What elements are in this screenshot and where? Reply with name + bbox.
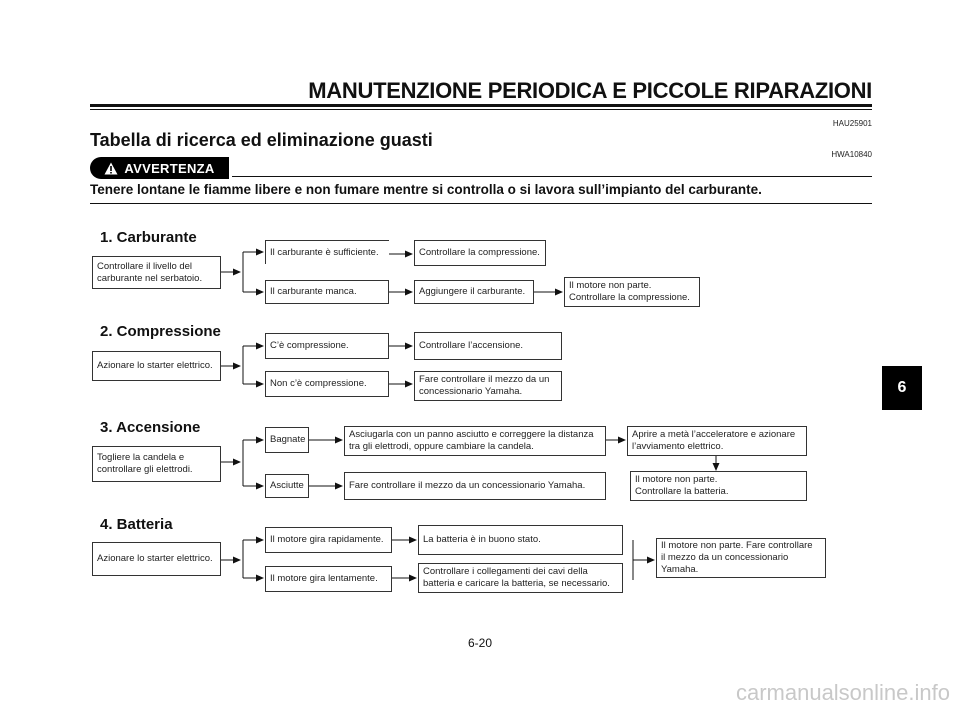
step-4-slow-crank-text: Il motore gira lentamente. — [270, 573, 378, 584]
step-3-dry-plug-box — [344, 426, 606, 456]
step-2-no-compression-text: Non c’è compressione. — [270, 378, 367, 389]
step-1-start-text: Controllare il livello del carburante nel serbatoio. — [97, 260, 203, 284]
step-4-fast-crank-box — [265, 527, 392, 553]
step-2-dealer-text: Fare controllare il mezzo da un concessionario Yamaha. — [419, 374, 550, 397]
step-3-check-battery-box — [630, 471, 807, 501]
step-3-title: 3. Accensione — [100, 419, 201, 436]
step-1-no-start-box — [564, 277, 700, 307]
warning-code: HWA10840 — [831, 150, 872, 159]
step-4-start-text: Azionare lo starter elettrico. — [97, 553, 213, 564]
warning-text: Tenere lontane le fiamme libere e non fumare mentre si controlla o si lavora sull’impianto del carburante. — [90, 182, 762, 197]
step-3-dry-box — [265, 474, 309, 498]
step-4-slow-crank-box — [265, 566, 392, 592]
step-1-fuel-low-text: Il carburante manca. — [270, 286, 357, 297]
step-2-check-ignition-text: Controllare l’accensione. — [419, 340, 524, 351]
step-4-fast-crank-text: Il motore gira rapidamente. — [270, 534, 384, 545]
step-2-dealer-box — [414, 371, 562, 401]
page-number: 6-20 — [467, 636, 493, 650]
warning-badge-label: AVVERTENZA — [124, 160, 215, 176]
step-3-dealer-box — [344, 472, 606, 500]
step-4-check-cables-box — [418, 563, 623, 593]
step-1-check-compression-text: Controllare la compressione. — [419, 247, 540, 258]
step-1-title: 1. Carburante — [100, 229, 197, 246]
step-4-dealer-text: Il motore non parte. Fare controllare il mezzo da un concessionario Yamaha. — [661, 540, 813, 575]
step-3-start-text: Togliere la candela e controllare gli elettrodi. — [97, 452, 193, 475]
chapter-title: MANUTENZIONE PERIODICA E PICCOLE RIPARAZIONI — [308, 78, 872, 103]
step-4-battery-ok-text: La batteria è in buono stato. — [423, 534, 541, 545]
step-4-check-cables-text: Controllare i collegamenti dei cavi della batteria e caricare la batteria, se necessario. — [423, 566, 610, 589]
step-2-title: 2. Compressione — [100, 323, 221, 340]
step-4-title: 4. Batteria — [100, 516, 173, 533]
step-2-compression-ok-box — [265, 333, 389, 359]
step-1-fuel-low-box — [265, 280, 389, 304]
step-2-start-box — [92, 351, 221, 381]
step-2-check-ignition-box — [414, 332, 562, 360]
step-1-fuel-ok-box — [265, 240, 389, 264]
watermark: carmanualsonline.info — [735, 680, 950, 705]
step-3-start-box — [92, 446, 221, 482]
step-3-throttle-text: Aprire a metà l’acceleratore e azionare l’avviamento elettrico. — [632, 429, 796, 452]
step-3-throttle-box — [627, 426, 807, 456]
section-title: Tabella di ricerca ed eliminazione guasti — [90, 130, 433, 150]
step-1-start-box — [92, 256, 221, 289]
section-code: HAU25901 — [832, 119, 872, 128]
step-1-fuel-ok-text: Il carburante è sufficiente. — [270, 246, 379, 258]
step-3-check-battery-text: Il motore non parte. Controllare la batteria. — [635, 474, 729, 497]
step-1-add-fuel-text: Aggiungere il carburante. — [419, 286, 526, 297]
step-3-wet-box — [265, 427, 309, 453]
step-1-add-fuel-box — [414, 280, 534, 304]
chapter-tab: 6 — [882, 366, 922, 410]
step-4-start-box — [92, 542, 221, 576]
step-3-dealer-text: Fare controllare il mezzo da un concessionario Yamaha. — [349, 480, 586, 491]
step-3-dry-plug-text: Asciugarla con un panno asciutto e correggere la distanza tra gli elettrodi, oppure cambiare la candela. — [349, 429, 594, 452]
step-3-wet-text: Bagnate — [270, 434, 306, 445]
step-2-start-text: Azionare lo starter elettrico. — [97, 360, 213, 371]
step-2-no-compression-box — [265, 371, 389, 397]
step-2-compression-ok-text: C’è compressione. — [270, 340, 349, 351]
step-1-check-compression-box — [414, 240, 546, 266]
step-4-dealer-box — [656, 538, 826, 578]
step-1-no-start-text: Il motore non parte. Controllare la compressione. — [569, 280, 690, 303]
step-3-dry-text: Asciutte — [270, 480, 304, 491]
step-4-battery-ok-box — [418, 525, 623, 555]
